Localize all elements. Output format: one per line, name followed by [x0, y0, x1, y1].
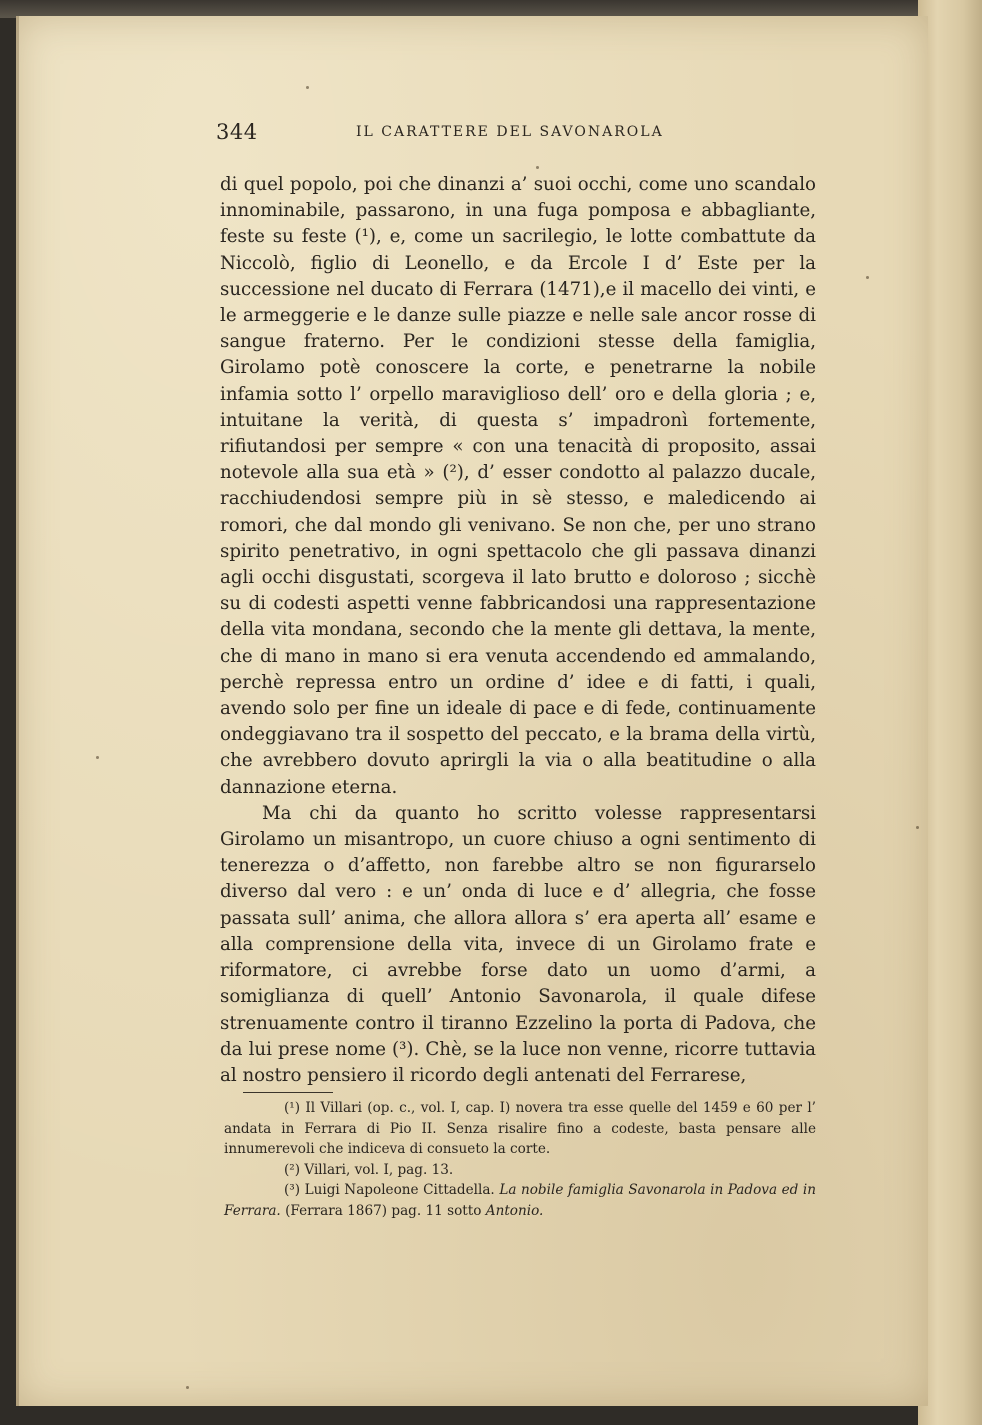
- footnote-3-publication: (Ferrara 1867) pag. 11 sotto: [285, 1202, 482, 1219]
- footnote-3-reference: Antonio.: [485, 1202, 544, 1219]
- page-number: 344: [216, 120, 258, 144]
- page-header: [216, 120, 796, 150]
- running-head: IL CARATTERE DEL SAVONAROLA: [356, 124, 664, 140]
- paper-speck: [186, 1386, 189, 1389]
- main-text: [220, 172, 816, 1089]
- footnote-2: (²) Villari, vol. I, pag. 13.: [284, 1161, 454, 1178]
- paper-speck: [306, 86, 309, 89]
- footnote-1: (¹) Il Villari (op. c., vol. I, cap. I) novera tra esse quelle del 1459 e 60 per l’ andata in Ferrara di Pio II. Senza risalire fino a codeste, basta pensare alle innumerevoli che indiceva di consueto la corte.: [224, 1100, 816, 1157]
- paper-speck: [866, 276, 869, 279]
- paragraph: di quel popolo, poi che dinanzi a’ suoi occhi, come uno scandalo innominabile, passarono, in una fuga pomposa e abbagliante, feste su feste (¹), e, come un sacrilegio, le lotte combattute da Niccolò, figlio di Leonello, e da Ercole I d’ Este per la successione nel ducato di Ferrara (1471),e il macello dei vinti, e le armeggerie e le danze sulle piazze e nelle sale ancor rosse di sangue fraterno. Per le condizioni stesse della famiglia, Girolamo potè conoscere la corte, e penetrarne la nobile infamia sotto l’ orpello maraviglioso dell’ oro e della gloria ; e, intuitane la verità, di questa s’ impadronì fortemente, rifiutandosi per sempre « con una tenacità di proposito, assai notevole alla sua età » (²), d’ esser condotto al palazzo ducale, racchiudendosi sempre più in sè stesso, e maledicendo ai romori, che dal mondo gli venivano. Se non che, per uno strano spirito penetrativo, in ogni spettacolo che gli passava dinanzi agli occhi disgustati, scorgeva il lato brutto e doloroso ; sicchè su di codesti aspetti venne fabbricandosi una rappresentazione della vita mondana, secondo che la mente gli dettava, la mente, che di mano in mano si era venuta accendendo ed ammalando, perchè repressa entro un ordine d’ idee e di fatti, i quali, avendo solo per fine un ideale di pace e di fede, continuamente ondeggiavano tra il sospetto del peccato, e la brama della virtù, che avrebbero dovuto aprirgli la via o alla beatitudine o alla dannazione eterna.: [220, 174, 816, 798]
- paper-speck: [536, 166, 539, 169]
- footnotes: [224, 1098, 816, 1221]
- paper-speck: [96, 756, 99, 759]
- footnote-3-author: (³) Luigi Napoleone Cittadella.: [284, 1182, 495, 1198]
- footnote-3-title: La nobile famiglia Savonarola in Padova ed in Ferrara.: [224, 1182, 817, 1219]
- footnote-separator: [243, 1092, 333, 1093]
- paragraph: Ma chi da quanto ho scritto volesse rappresentarsi Girolamo un misantropo, un cuore chiuso a ogni sentimento di tenerezza o d’affetto, non farebbe altro se non figurarselo diverso dal vero : e un’ onda di luce e d’ allegria, che fosse passata sull’ anima, che allora allora s’ era aperta all’ esame e alla comprensione della vita, invece di un Girolamo frate e riformatore, ci avrebbe forse dato un uomo d’armi, a somiglianza di quell’ Antonio Savonarola, il quale difese strenuamente contro il tiranno Ezzelino la porta di Padova, che da lui prese nome (³). Chè, se la luce non venne, ricorre tuttavia al nostro pensiero il ricordo degli antenati del Ferrarese,: [220, 802, 816, 1086]
- footnote-3: [224, 1180, 816, 1221]
- paper-speck: [916, 826, 919, 829]
